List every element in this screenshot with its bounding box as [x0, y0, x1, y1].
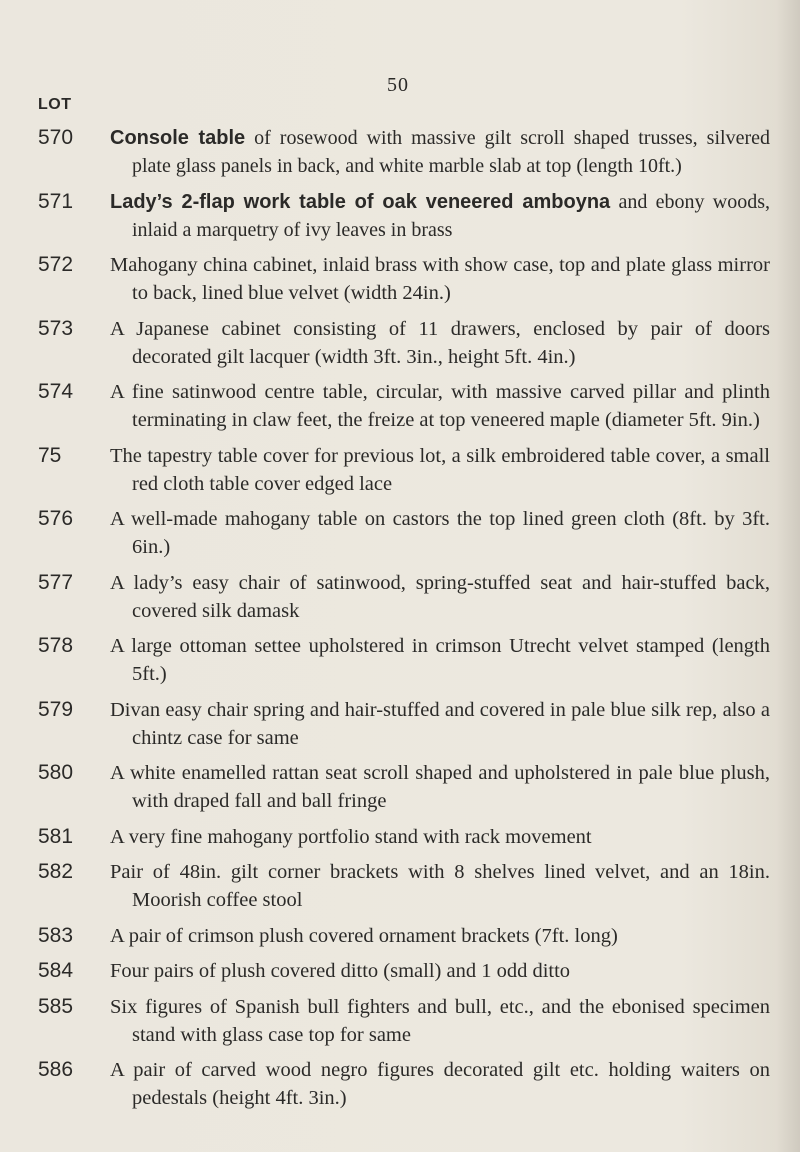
lot-column-header: LOT	[38, 96, 72, 113]
lot-number: 574	[38, 380, 74, 403]
lot-lead: Lady’s 2-flap work table of oak veneered amboyna	[110, 191, 611, 213]
lot-number: 572	[38, 253, 74, 276]
lot-description: Six figures of Spanish bull fighters and bull, etc., and the ebonised specimen stand with glass case top for same	[110, 996, 770, 1046]
lot-description: A very fine mahogany portfolio stand with rack movement	[110, 826, 592, 848]
lot-description: A fine satinwood centre table, circular, with massive carved pillar and plinth terminating in claw feet, the freize at top veneered maple (diameter 5ft. 9in.)	[110, 381, 770, 431]
lot-number: 584	[38, 959, 74, 982]
lot-description: A well-made mahogany table on castors the top lined green cloth (8ft. by 3ft. 6in.)	[110, 508, 770, 558]
lot-number: 579	[38, 698, 74, 721]
lot-number: 573	[38, 317, 74, 340]
lot-number: 570	[38, 126, 74, 149]
lot-description	[110, 124, 770, 180]
lot-description: Mahogany china cabinet, inlaid brass with show case, top and plate glass mirror to back, lined blue velvet (width 24in.)	[110, 254, 770, 304]
lot-lead: Console table	[110, 127, 246, 149]
lot-number: 576	[38, 507, 74, 530]
lot-number: 581	[38, 825, 74, 848]
lot-description: Pair of 48in. gilt corner brackets with 8 shelves lined velvet, and an 18in. Moorish coffee stool	[110, 861, 770, 911]
lot-description	[110, 188, 770, 244]
lot-number: 571	[38, 190, 74, 213]
lot-description: A large ottoman settee upholstered in crimson Utrecht velvet stamped (length 5ft.)	[110, 635, 770, 685]
lot-description: A Japanese cabinet consisting of 11 drawers, enclosed by pair of doors decorated gilt lacquer (width 3ft. 3in., height 5ft. 4in.)	[110, 318, 770, 368]
lot-description-rest: of rosewood with massive gilt scroll shaped trusses, silvered plate glass panels in back, and white marble slab at top (length 10ft.)	[132, 127, 770, 177]
page-number: 50	[387, 74, 409, 96]
lot-number: 578	[38, 634, 74, 657]
lot-description-rest: and ebony woods, inlaid a marquetry of ivy leaves in brass	[132, 191, 771, 241]
lot-description: Divan easy chair spring and hair-stuffed and covered in pale blue silk rep, also a chintz case for same	[110, 699, 770, 749]
lot-description: A pair of carved wood negro figures decorated gilt etc. holding waiters on pedestals (height 4ft. 3in.)	[110, 1059, 770, 1109]
lot-number: 583	[38, 924, 74, 947]
lot-description: A lady’s easy chair of satinwood, spring-stuffed seat and hair-stuffed back, covered silk damask	[110, 572, 770, 622]
lot-number: 586	[38, 1058, 74, 1081]
lot-number: 577	[38, 571, 74, 594]
lot-description: A pair of crimson plush covered ornament brackets (7ft. long)	[110, 925, 618, 947]
lot-number: 580	[38, 761, 74, 784]
lot-number: 585	[38, 995, 74, 1018]
lot-number: 75	[38, 444, 62, 467]
lot-number: 582	[38, 860, 74, 883]
lot-description: A white enamelled rattan seat scroll shaped and upholstered in pale blue plush, with draped fall and ball fringe	[110, 762, 770, 812]
lot-description: The tapestry table cover for previous lot, a silk embroidered table cover, a small red cloth table cover edged lace	[110, 445, 770, 495]
lot-description: Four pairs of plush covered ditto (small) and 1 odd ditto	[110, 960, 571, 982]
